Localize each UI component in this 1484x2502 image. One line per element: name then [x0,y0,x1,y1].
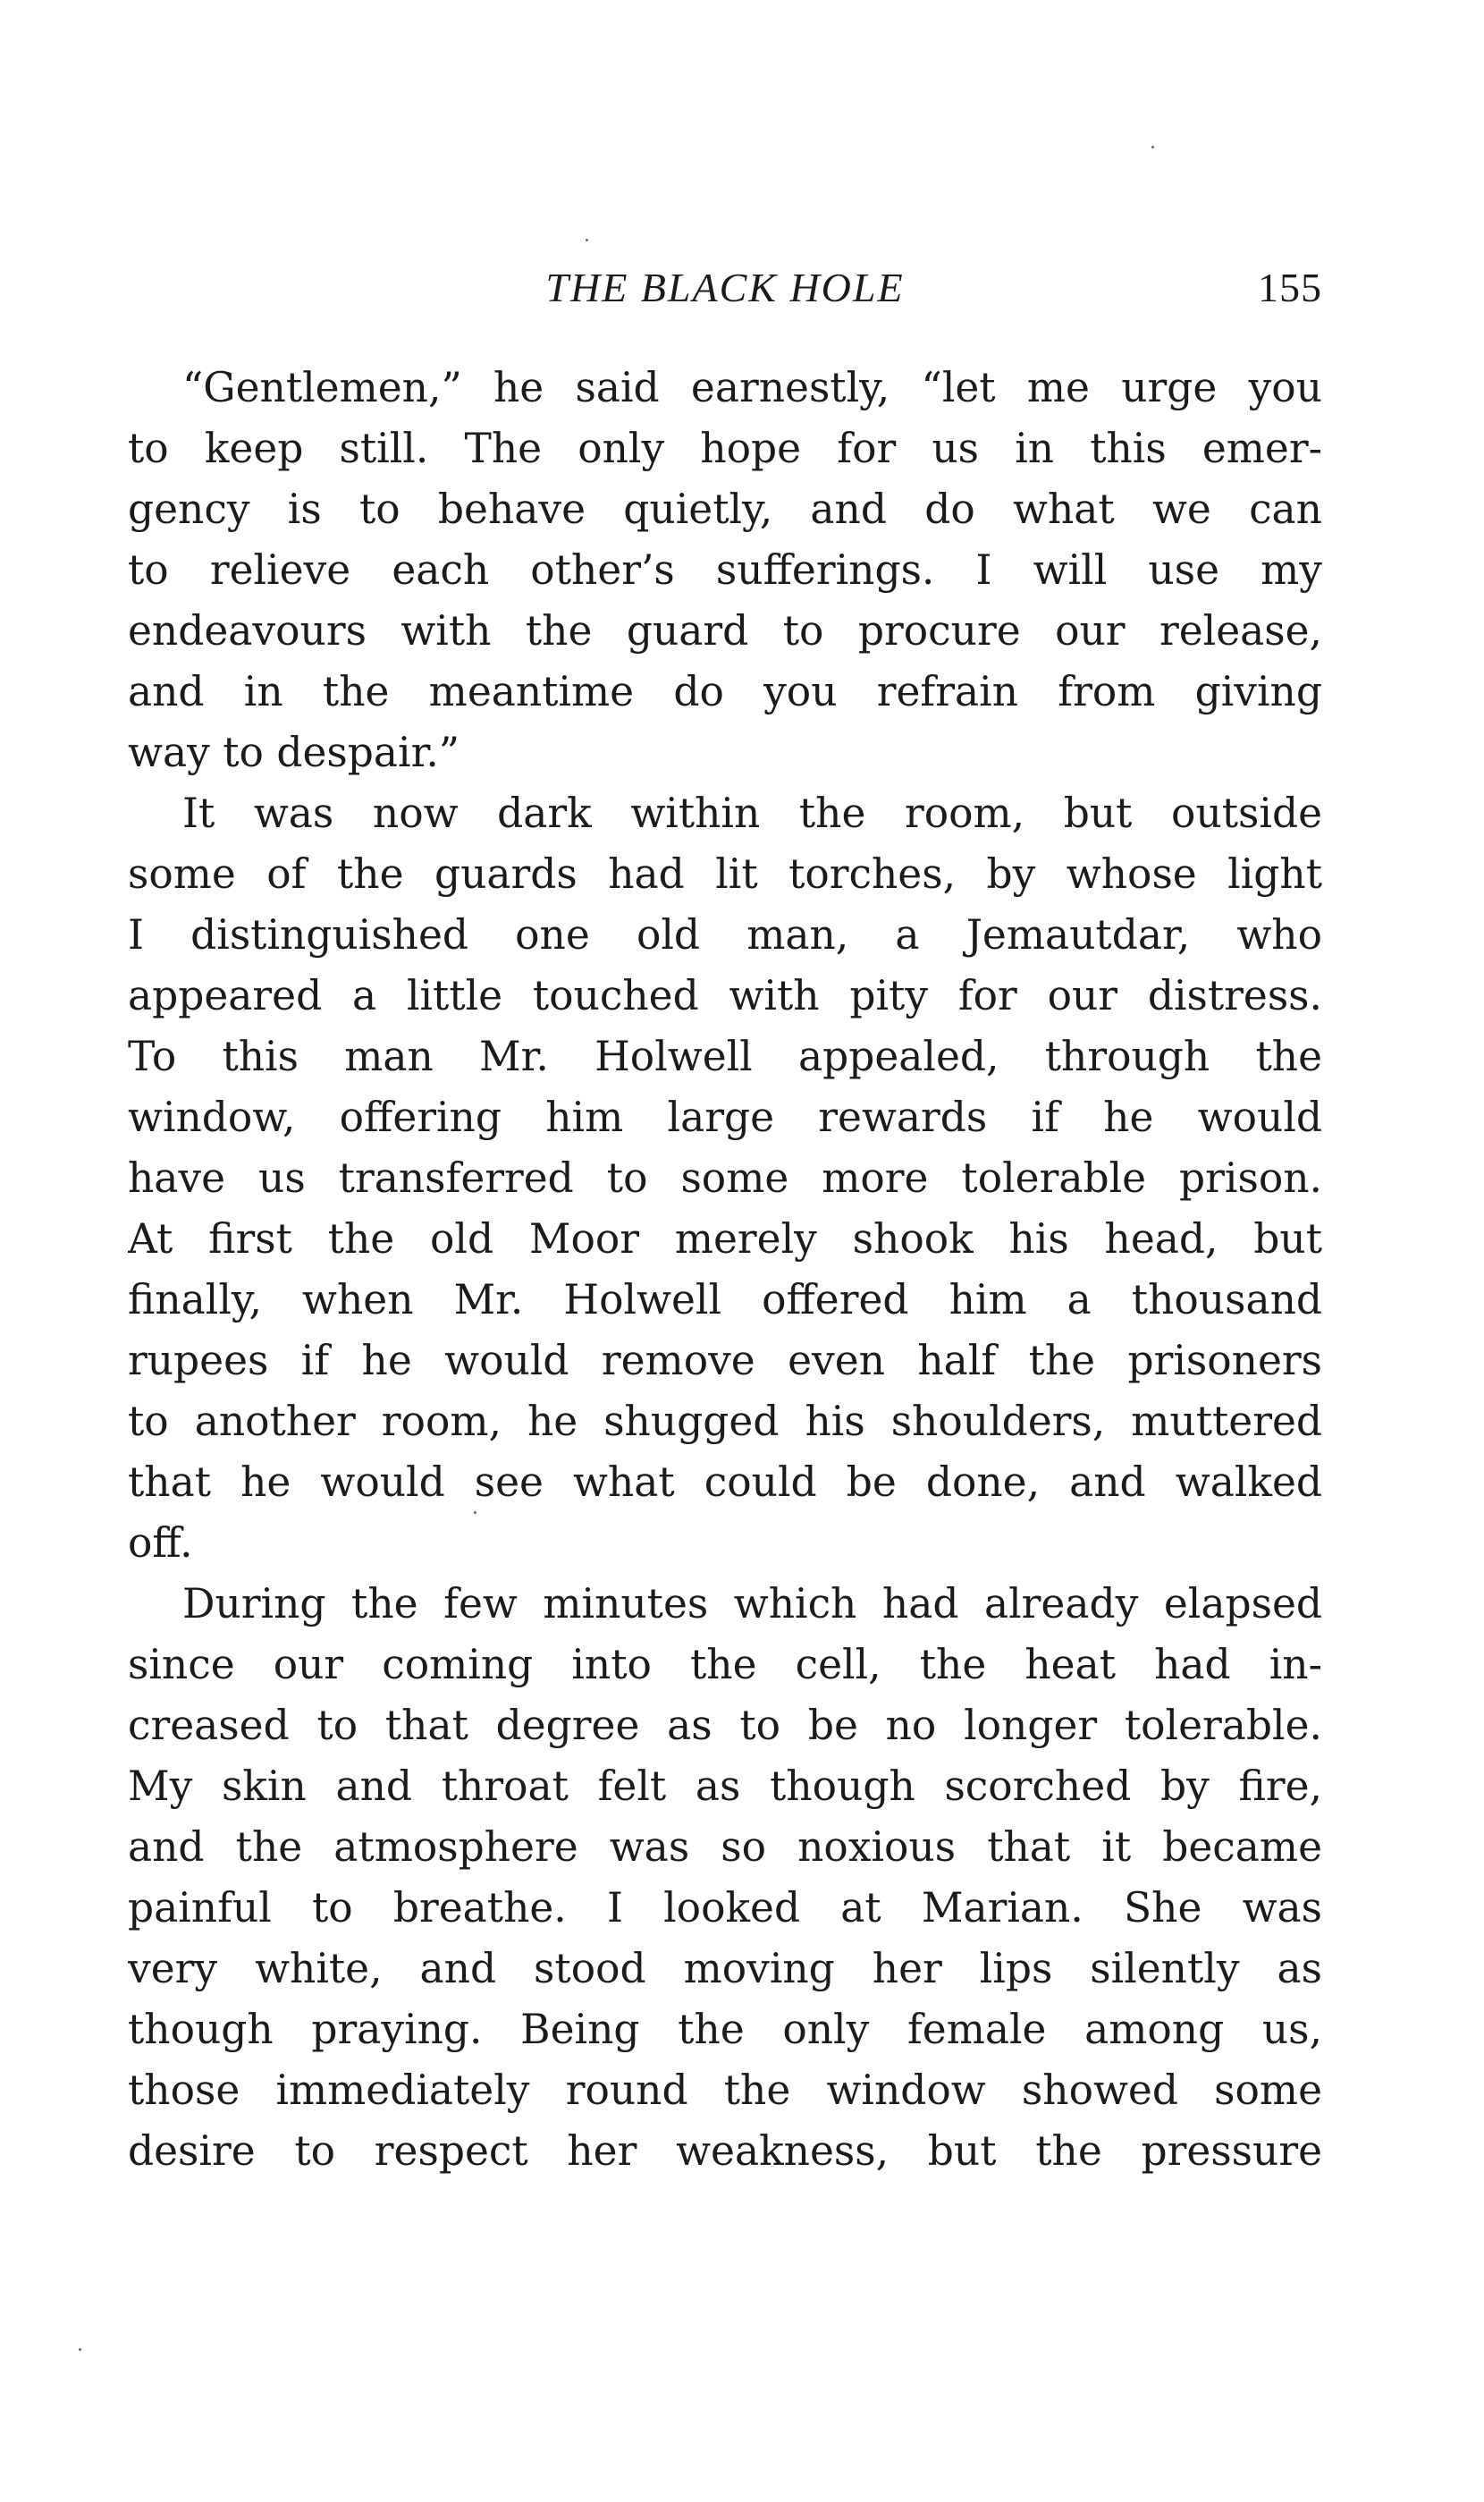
print-speck [1151,146,1154,148]
text-line: It was now dark within the room, but outside [182,790,1322,837]
paragraph [128,783,1322,1574]
text-line: My skin and throat felt as though scorched by fire, [128,1762,1322,1810]
text-line: creased to that degree as to be no longer tolerable. [128,1702,1322,1749]
text-line: To this man Mr. Holwell appealed, through the [128,1033,1322,1080]
text-line: some of the guards had lit torches, by whose light [128,850,1322,898]
text-line: finally, when Mr. Holwell offered him a thousand [128,1276,1322,1323]
print-speck [79,2348,81,2351]
text-line: During the few minutes which had already elapsed [182,1580,1322,1627]
text-line: appeared a little touched with pity for our distress. [128,972,1322,1019]
running-head [128,261,1322,315]
text-line: very white, and stood moving her lips silently as [128,1945,1322,1992]
page-number: 155 [1258,265,1322,310]
text-line: off. [128,1519,193,1567]
text-line: have us transferred to some more tolerable prison. [128,1154,1322,1202]
text-line: since our coming into the cell, the heat had in- [128,1641,1322,1688]
text-line: endeavours with the guard to procure our release, [128,607,1322,655]
text-line: and in the meantime do you refrain from giving [128,668,1322,715]
running-title: THE BLACK HOLE [545,265,905,310]
paragraph [128,1574,1322,2182]
print-speck [586,239,588,241]
text-line: gency is to behave quietly, and do what we can [128,486,1322,533]
print-speck [474,1511,476,1514]
paragraph [128,358,1322,783]
text-line: to relieve each other’s sufferings. I will use my [128,546,1322,594]
text-line: At first the old Moor merely shook his head, but [128,1215,1322,1263]
body-text [128,358,1322,2182]
text-line: “Gentlemen,” he said earnestly, “let me urge you [182,364,1322,411]
text-line: window, offering him large rewards if he would [128,1094,1322,1141]
text-line: way to despair.” [128,729,460,776]
text-line: rupees if he would remove even half the prisoners [128,1337,1322,1384]
text-line: though praying. Being the only female among us, [128,2006,1322,2053]
text-line: and the atmosphere was so noxious that it became [128,1823,1322,1871]
text-line: painful to breathe. I looked at Marian. She was [128,1884,1322,1931]
text-line: desire to respect her weakness, but the pressure [128,2127,1322,2175]
text-line: to another room, he shugged his shoulders, muttered [128,1398,1322,1445]
text-line: that he would see what could be done, and walked [128,1458,1322,1506]
text-line: those immediately round the window showed some [128,2067,1322,2114]
text-line: to keep still. The only hope for us in this emer- [128,425,1322,472]
text-line: I distinguished one old man, a Jemautdar, who [128,911,1322,959]
